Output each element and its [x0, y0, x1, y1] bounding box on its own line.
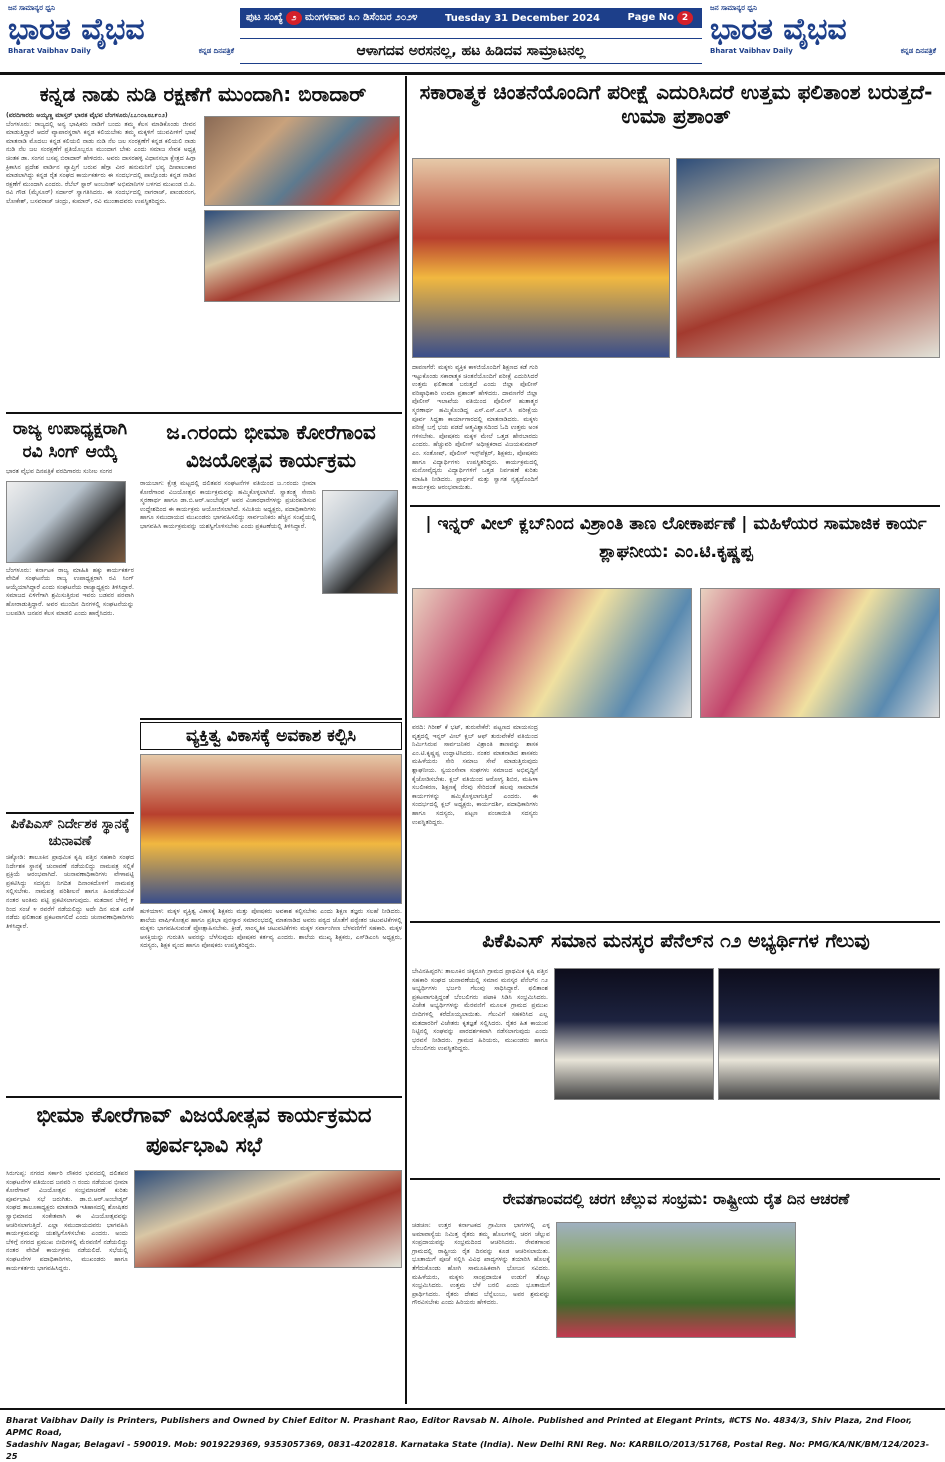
- article-1-byline: (ವರದಿಗಾರರು ಅಯ್ಯಣ್ಣ ಮಾಸ್ತರ್ ಭಾರತ ವೈಭವ ಬೆಂಗಳೂರು/೭೭೧೦೬೮೭೯೦೨): [6, 112, 168, 119]
- article-1-body: ಬೆಂಗಳೂರು: ರಾಜ್ಯದಲ್ಲಿ ಅನ್ಯ ಭಾಷಿಕರು ನಾಡಿಗೆ ಬಂದು ತಮ್ಮ ಕೆಲಸ ಮಾಡಿಕೊಂಡು ಜೀವನ ಮಾಡುತ್ತಿದ್ದಾರೆ ಆದರೆ ವ್ಯಾಪಾರಸ್ಥರಾಗಿ ಕನ್ನಡ ಕಲಿಯಬೇಕು ತಮ್ಮ ಮಕ್ಕಳಿಗೆ ಯುವಪೀಳಿಗೆ ಭಾಷೆ ಮಾತನಾಡಿ ಮೊದಲು ಕನ್ನಡ ಕಲಿಯಲಿ ನಾಡು ನುಡಿ ನೆಲ ಜಲ ಸಂರಕ್ಷಣೆಗೆ ಕನ್ನಡ ಕಲಿಯಲಿ ನಾಡು ನುಡಿ ನೆಲ ಜಲ ಸಂರಕ್ಷಣೆಗೆ ಪ್ರತಿಯೊಬ್ಬರೂ ಮುಂದಾಗ ಬೇಕು ಎಂದು ಸಮಾಜ ಸೇವಕ ಅಧ್ಯಕ್ಷ ಚಿಂತಕ ಡಾ. ಸಂಗನ ಬಸಪ್ಪ ಬಿರಾದಾರ್ ಹೇಳಿದರು. ಅವರು ದಾಸರಹಳ್ಳಿ ವಿಧಾನಸಭಾ ಕ್ಷೇತ್ರದ ಹಿಗ್ಗಾ ಕ್ರಿಕಾಸಿನ ಪ್ರದೇಶ ವಾರ್ಡಿನ ವ್ಯಾಪ್ತಿಗೆ ಬರುವ ಹೆಗ್ಗಾ ವೀರ ಹನುಮನಿಗೆ ಭವ್ಯ ದೀಪಾಲಂಕಾರ ಮಾಡಲಾಗಿದ್ದು ಕನ್ನಡ ರೈತ ಸಂಘದ ಕಾರ್ಯಕರ್ತರು ಈ ಸಂದರ್ಭದಲ್ಲಿ ಪಾಲ್ಗೊಂಡು ಕನ್ನಡ ನಾಡಿನ ರಕ್ಷಣೆಗೆ ಮುಂದಾಗಿ ಎಂದರು. ರೆಬೆಲ್ ಸ್ಟಾರ್ ಅಂಬರೀಶ್ ಅಭಿಮಾನಿಗಳ ಬಳಗದ ಮುಖಂಡ ಬಿ.ಪಿ. ರವಿ ಗೌಡ (ಮೈಸೂರ್) ಸರ್ದಾರ್ ಸ್ವಾಗತಿಸಿದರು. ಈ ಸಂದರ್ಭದಲ್ಲಿ ನಾಗರಾಜ್, ಪಾಂಡುರಂಗ, ಲೋಕೇಶ್, ಬಸವರಾಜ್ ಚಂದ್ರು, ಕುಮಾರ್, ರವಿ ಮುಂತಾದವರು ಉಪಸ್ಥಿತರಿದ್ದರು.: [6, 120, 196, 205]
- article-3-portrait: [6, 481, 126, 563]
- article-3-body: ಬೆಂಗಳೂರು: ಕರ್ನಾಟಕ ರಾಜ್ಯ ಮಾಹಿತಿ ಹಕ್ಕು ಕಾರ್ಯಕರ್ತರ ವೇದಿಕೆ ಸಂಘಟನೆಯ ರಾಜ್ಯ ಉಪಾಧ್ಯಕ್ಷರಾಗಿ ರವಿ ಸಿಂಗ್ ಆಯ್ಕೆಯಾಗಿದ್ದಾರೆ ಎಂದು ಸಂಘಟನೆಯ ರಾಜ್ಯಾಧ್ಯಕ್ಷರು ತಿಳಿಸಿದ್ದಾರೆ. ಸಮಾಜದ ಏಳಿಗೆಗಾಗಿ ಶ್ರಮಿಸುತ್ತಿರುವ ಇವರು ಬಡವರ ಪರವಾಗಿ ಹೋರಾಡುತ್ತಿದ್ದಾರೆ. ಅವರ ಮುಂದಿನ ದಿನಗಳಲ್ಲಿ ಸಂಘಟನೆಯನ್ನು ಬಲಪಡಿಸಿ ಜನಪರ ಕೆಲಸ ಮಾಡಲಿ ಎಂದು ಹಾರೈಸಿದರು.: [6, 566, 134, 617]
- article-6: [140, 722, 402, 1092]
- article-2-photo-left: [412, 158, 670, 358]
- article-1-headline: ಕನ್ನಡ ನಾಡು ನುಡಿ ರಕ್ಷಣೆಗೆ ಮುಂದಾಗಿ: ಬಿರಾದಾರ್: [39, 82, 367, 106]
- article-5-body: ರಾಯಬಾಗ: ಕ್ಷೇತ್ರ ಮಟ್ಟದಲ್ಲಿ ದಲಿತಪರ ಸಂಘಟನೆಗಳ ವತಿಯಿಂದ ಜ.೧ರಂದು ಭೀಮಾ ಕೋರೆಗಾಂವ ವಿಜಯೋತ್ಸವ ಕಾರ್ಯಕ್ರಮವನ್ನು ಹಮ್ಮಿಕೊಳ್ಳಲಾಗಿದೆ. ಸ್ವಾತಂತ್ರ್ಯ ಸೇನಾನಿ ಸ್ಮರಣಾರ್ಥ ಹಾಗೂ ಡಾ.ಬಿ.ಆರ್.ಅಂಬೇಡ್ಕರ್ ಅವರ ವಿಚಾರಧಾರೆಗಳನ್ನು ಪ್ರಚುರಪಡಿಸುವ ಉದ್ದೇಶದಿಂದ ಈ ಕಾರ್ಯಕ್ರಮ ಆಯೋಜಿಸಲಾಗಿದೆ. ಸಮಿತಿಯ ಅಧ್ಯಕ್ಷರು, ಪದಾಧಿಕಾರಿಗಳು ಹಾಗೂ ಸಮುದಾಯದ ಮುಖಂಡರು ಭಾಗವಹಿಸಲಿದ್ದು ಸಾರ್ವಜನಿಕರು ಹೆಚ್ಚಿನ ಸಂಖ್ಯೆಯಲ್ಲಿ ಭಾಗವಹಿಸಿ ಕಾರ್ಯಕ್ರಮವನ್ನು ಯಶಸ್ವಿಗೊಳಿಸಬೇಕು ಎಂದು ಪ್ರಕಟಣೆಯಲ್ಲಿ ತಿಳಿಸಿದ್ದಾರೆ.: [140, 480, 316, 530]
- date-en: Tuesday 31 December 2024: [445, 12, 601, 24]
- article-10: [412, 1182, 940, 1404]
- masthead-tagline: ಜನ ಸಾಮಾನ್ಯರ ಧ್ವನಿ: [8, 4, 56, 12]
- section-rule: [410, 1178, 940, 1180]
- page-label-kn: ಪುಟ ಸಂಖ್ಯೆ: [246, 12, 283, 23]
- article-1-photo-bottom: [204, 210, 400, 302]
- article-2: [412, 80, 940, 502]
- masthead-left: [8, 4, 234, 68]
- header-info-bar: [240, 8, 702, 28]
- section-rule: [410, 505, 940, 507]
- section-rule: [410, 921, 940, 923]
- section-rule: [6, 1096, 402, 1098]
- article-2-photo-right: [676, 158, 940, 358]
- article-6-body: ಹುಳಿಯಾಳ: ಮಕ್ಕಳ ವ್ಯಕ್ತಿತ್ವ ವಿಕಾಸಕ್ಕೆ ಶಿಕ್ಷಕರು ಮತ್ತು ಪೋಷಕರು ಅವಕಾಶ ಕಲ್ಪಿಸಬೇಕು ಎಂದು ಶಿಕ್ಷಣ ತಜ್ಞರು ಸಲಹೆ ನೀಡಿದರು. ಶಾಲೆಯ ವಾರ್ಷಿಕೋತ್ಸವ ಹಾಗೂ ಪ್ರತಿಭಾ ಪುರಸ್ಕಾರ ಸಮಾರಂಭದಲ್ಲಿ ಮಾತನಾಡಿದ ಅವರು ಪಠ್ಯದ ಜೊತೆಗೆ ಪಠ್ಯೇತರ ಚಟುವಟಿಕೆಗಳಲ್ಲಿ ಮಕ್ಕಳು ಭಾಗವಹಿಸುವಂತೆ ಪ್ರೋತ್ಸಾಹಿಸಬೇಕು. ಕ್ರೀಡೆ, ಸಾಂಸ್ಕೃತಿಕ ಚಟುವಟಿಕೆಗಳು ಮಕ್ಕಳ ಸರ್ವಾಂಗೀಣ ಬೆಳವಣಿಗೆಗೆ ಸಹಕಾರಿ. ಮಕ್ಕಳ ಆಸಕ್ತಿಯನ್ನು ಗುರುತಿಸಿ ಅವರನ್ನು ಬೆಳೆಸುವುದು ಪೋಷಕರ ಕರ್ತವ್ಯ ಎಂದರು. ಶಾಲೆಯ ಮುಖ್ಯ ಶಿಕ್ಷಕರು, ಎಸ್‌ಡಿಎಂಸಿ ಅಧ್ಯಕ್ಷರು, ಸದಸ್ಯರು, ಶಿಕ್ಷಕ ವೃಂದ ಹಾಗೂ ಪೋಷಕರು ಉಪಸ್ಥಿತರಿದ್ದರು.: [140, 908, 402, 950]
- article-7-headline: | ಇನ್ನರ್ ವೀಲ್ ಕ್ಲಬ್‌ನಿಂದ ವಿಶ್ರಾಂತಿ ತಾಣ ಲೋಕಾರ್ಪಣೆ | ಮಹಿಳೆಯರ ಸಾಮಾಜಿಕ ಕಾರ್ಯ ಶ್ಲಾಘನೀಯ: ಎಂ.ಟಿ.ಕೃಷ್ಣಪ್ಪ: [425, 514, 927, 562]
- masthead-subtitle-kn: ಕನ್ನಡ ದಿನಪತ್ರಿಕೆ: [198, 47, 234, 55]
- article-7: [412, 510, 940, 920]
- section-rule: [6, 412, 402, 414]
- article-3-headline: ರಾಜ್ಯ ಉಪಾಧ್ಯಕ್ಷರಾಗಿ ರವಿ ಸಿಂಗ್ ಆಯ್ಕೆ: [12, 419, 128, 462]
- article-10-photo: [556, 1222, 796, 1338]
- masthead-logo: ಭಾರತ ವೈಭವ: [710, 12, 847, 47]
- article-3: [6, 418, 134, 814]
- imprint-line-1: Bharat Vaibhav Daily is Printers, Publishers and Owned by Chief Editor N. Prashant Rao, Editor Ravsab N. Aihole. Published and Printed at Elegant Prints, #CTS No. 4834/3, Shiv Plaza, 2nd Floor, APMC Road,: [6, 1415, 912, 1437]
- article-9-body: ಸಿರುಗುಪ್ಪ: ನಗರದ ಸರ್ಕಾರಿ ನೌಕರರ ಭವನದಲ್ಲಿ ದಲಿತಪರ ಸಂಘಟನೆಗಳ ವತಿಯಿಂದ ಜನವರಿ ೧ ರಂದು ನಡೆಯುವ ಭೀಮಾ ಕೋರೆಗಾವ್ ವಿಜಯೋತ್ಸವ ಸಂಭ್ರಮಾಚರಣೆ ಕುರಿತು ಪೂರ್ವಭಾವಿ ಸಭೆ ಜರುಗಿತು. ಡಾ.ಬಿ.ಆರ್.ಅಂಬೇಡ್ಕರ್ ಸಂಘದ ತಾಲೂಕಾಧ್ಯಕ್ಷರು ಮಾತನಾಡಿ ಇತಿಹಾಸದಲ್ಲಿ ಶೋಷಿತರ ಸ್ವಾಭಿಮಾನದ ಸಂಕೇತವಾಗಿ ಈ ವಿಜಯೋತ್ಸವವನ್ನು ಆಚರಿಸಲಾಗುತ್ತಿದೆ. ಎಲ್ಲಾ ಸಮುದಾಯದವರು ಭಾಗವಹಿಸಿ ಕಾರ್ಯಕ್ರಮವನ್ನು ಯಶಸ್ವಿಗೊಳಿಸಬೇಕು ಎಂದರು. ಅಂದು ಬೆಳಿಗ್ಗೆ ನಗರದ ಪ್ರಮುಖ ಬೀದಿಗಳಲ್ಲಿ ಮೆರವಣಿಗೆ ನಡೆಯಲಿದ್ದು ನಂತರ ವೇದಿಕೆ ಕಾರ್ಯಕ್ರಮ ನಡೆಯಲಿದೆ. ಸಭೆಯಲ್ಲಿ ಸಂಘಟನೆಗಳ ಪದಾಧಿಕಾರಿಗಳು, ಮುಖಂಡರು ಹಾಗೂ ಕಾರ್ಯಕರ್ತರು ಭಾಗವಹಿಸಿದ್ದರು.: [6, 1170, 128, 1272]
- article-7-photo-right: [700, 588, 940, 718]
- masthead-subtitle: Bharat Vaibhav Daily: [710, 47, 793, 55]
- date-kn: ಮಂಗಳವಾರ ೩೧ ಡಿಸೆಂಬರ ೨೦೨೪: [304, 12, 418, 23]
- header-tagline: ಆಳಾಗದವ ಅರಸನಲ್ಲ, ಹಟ ಹಿಡಿದವ ಸಾಮ್ರಾಟನಲ್ಲ: [240, 38, 702, 64]
- masthead-right: [710, 4, 936, 68]
- masthead-subtitle: Bharat Vaibhav Daily: [8, 47, 91, 55]
- page-number-en: 2: [677, 11, 693, 25]
- article-8-body: ಬೇವಿನಹಿಪ್ಪರಗಿ: ತಾಲೂಕಿನ ಚಿಕ್ಕರೂಗಿ ಗ್ರಾಮದ ಪ್ರಾಥಮಿಕ ಕೃಷಿ ಪತ್ತಿನ ಸಹಕಾರಿ ಸಂಘದ ಚುನಾವಣೆಯಲ್ಲಿ ಸಮಾನ ಮನಸ್ಕರ ಪೆನೆಲ್‌ನ ೧೨ ಅಭ್ಯರ್ಥಿಗಳು ಭರ್ಜರಿ ಗೆಲುವು ಸಾಧಿಸಿದ್ದಾರೆ. ಫಲಿತಾಂಶ ಪ್ರಕಟವಾಗುತ್ತಿದ್ದಂತೆ ಬೆಂಬಲಿಗರು ಪಟಾಕಿ ಸಿಡಿಸಿ ಸಂಭ್ರಮಿಸಿದರು. ವಿಜೇತ ಅಭ್ಯರ್ಥಿಗಳನ್ನು ಮೆರವಣಿಗೆ ಮೂಲಕ ಗ್ರಾಮದ ಪ್ರಮುಖ ಬೀದಿಗಳಲ್ಲಿ ಕರೆದೊಯ್ಯಲಾಯಿತು. ಗೆಲುವಿಗೆ ಸಹಕರಿಸಿದ ಎಲ್ಲ ಮತದಾರರಿಗೆ ವಿಜೇತರು ಕೃತಜ್ಞತೆ ಸಲ್ಲಿಸಿದರು. ರೈತರ ಹಿತ ಕಾಯುವ ನಿಟ್ಟಿನಲ್ಲಿ ಸಂಘವನ್ನು ಪಾರದರ್ಶಕವಾಗಿ ನಡೆಸಲಾಗುವುದು ಎಂದು ಭರವಸೆ ನೀಡಿದರು. ಗ್ರಾಮದ ಹಿರಿಯರು, ಮುಖಂಡರು ಹಾಗೂ ಬೆಂಬಲಿಗರು ಉಪಸ್ಥಿತರಿದ್ದರು.: [412, 968, 548, 1053]
- article-4-body: ಚಿಕ್ಕೋಡಿ: ತಾಲೂಕಿನ ಪ್ರಾಥಮಿಕ ಕೃಷಿ ಪತ್ತಿನ ಸಹಕಾರಿ ಸಂಘದ ನಿರ್ದೇಶಕ ಸ್ಥಾನಕ್ಕೆ ಚುನಾವಣೆ ನಡೆಯಲಿದ್ದು ನಾಮಪತ್ರ ಸಲ್ಲಿಕೆ ಪ್ರಕ್ರಿಯೆ ಆರಂಭವಾಗಿದೆ. ಚುನಾವಣಾಧಿಕಾರಿಗಳು ವೇಳಾಪಟ್ಟಿ ಪ್ರಕಟಿಸಿದ್ದು ಸದಸ್ಯರು ನಿಗದಿತ ದಿನಾಂಕದೊಳಗೆ ನಾಮಪತ್ರ ಸಲ್ಲಿಸಬೇಕು. ನಾಮಪತ್ರ ಪರಿಶೀಲನೆ ಹಾಗೂ ಹಿಂಪಡೆಯುವಿಕೆ ನಂತರ ಅಂತಿಮ ಪಟ್ಟಿ ಪ್ರಕಟಿಸಲಾಗುವುದು. ಮತದಾನ ಬೆಳಿಗ್ಗೆ ೯ ರಿಂದ ಸಂಜೆ ೪ ರವರೆಗೆ ನಡೆಯಲಿದ್ದು ಅದೇ ದಿನ ಮತ ಎಣಿಕೆ ನಡೆದು ಫಲಿತಾಂಶ ಪ್ರಕಟವಾಗಲಿದೆ ಎಂದು ಚುನಾವಣಾಧಿಕಾರಿಗಳು ತಿಳಿಸಿದ್ದಾರೆ.: [6, 854, 134, 930]
- article-8: [412, 926, 940, 1178]
- article-7-photo-left: [412, 588, 692, 718]
- article-10-headline: ರೇವತಗಾಂವದಲ್ಲಿ ಚರಗ ಚೆಲ್ಲುವ ಸಂಭ್ರಮ: ರಾಷ್ಟ್ರೀಯ ರೈತ ದಿನ ಆಚರಣೆ: [502, 1190, 850, 1208]
- article-5-photo: [322, 490, 398, 594]
- section-rule: [140, 718, 402, 720]
- header-center: [240, 8, 702, 68]
- article-6-headline: ವ್ಯಕ್ತಿತ್ವ ವಿಕಾಸಕ್ಕೆ ಅವಕಾಶ ಕಲ್ಪಿಸಿ: [140, 722, 402, 750]
- article-8-headline: ಪಿಕೆಪಿಎಸ್ ಸಮಾನ ಮನಸ್ಕರ ಪೆನೆಲ್‌ನ ೧೨ ಅಭ್ಯರ್ಥಿಗಳ ಗೆಲುವು: [482, 930, 870, 952]
- article-1-photo-top: [204, 116, 400, 206]
- article-10-body: ಚಡಚಣ: ಉತ್ತರ ಕರ್ನಾಟಕದ ಗ್ರಾಮೀಣ ಭಾಗಗಳಲ್ಲಿ ಎಳ್ಳ ಅಮಾವಾಸ್ಯೆಯ ನಿಮಿತ್ತ ರೈತರು ತಮ್ಮ ಹೊಲಗಳಲ್ಲಿ ಚರಗ ಚೆಲ್ಲುವ ಸಂಪ್ರದಾಯವನ್ನು ಸಂಭ್ರಮದಿಂದ ಆಚರಿಸಿದರು. ರೇವತಗಾಂವ ಗ್ರಾಮದಲ್ಲಿ ರಾಷ್ಟ್ರೀಯ ರೈತ ದಿನವನ್ನು ಕೂಡ ಆಚರಿಸಲಾಯಿತು. ಭೂತಾಯಿಗೆ ಪೂಜೆ ಸಲ್ಲಿಸಿ ವಿವಿಧ ಖಾದ್ಯಗಳನ್ನು ತಯಾರಿಸಿ ಹೊಲಕ್ಕೆ ತೆಗೆದುಕೊಂಡು ಹೋಗಿ ಸಾಮೂಹಿಕವಾಗಿ ಭೋಜನ ಸವಿದರು. ಮಹಿಳೆಯರು, ಮಕ್ಕಳು ಸಾಂಪ್ರದಾಯಿಕ ಉಡುಗೆ ತೊಟ್ಟು ಸಂಭ್ರಮಿಸಿದರು. ಉತ್ತಮ ಬೆಳೆ ಬರಲಿ ಎಂದು ಭೂತಾಯಿಗೆ ಪ್ರಾರ್ಥಿಸಿದರು. ರೈತರು ದೇಶದ ಬೆನ್ನೆಲುಬು, ಅವರ ಶ್ರಮವನ್ನು ಗೌರವಿಸಬೇಕು ಎಂದು ಹಿರಿಯರು ಹೇಳಿದರು.: [412, 1222, 550, 1307]
- article-1: [6, 80, 400, 410]
- section-rule: [6, 812, 134, 814]
- column-divider: [405, 76, 407, 1404]
- masthead-rule: [0, 72, 945, 75]
- article-5: [140, 418, 402, 718]
- article-9-photo: [134, 1170, 402, 1268]
- article-8-photo-left: [554, 968, 714, 1100]
- masthead-logo: ಭಾರತ ವೈಭವ: [8, 12, 145, 47]
- page-label-en: Page No: [627, 12, 674, 23]
- article-8-photo-right: [718, 968, 940, 1100]
- article-9: [6, 1100, 402, 1404]
- article-2-headline: ಸಕಾರಾತ್ಮಕ ಚಿಂತನೆಯೊಂದಿಗೆ ಪರೀಕ್ಷೆ ಎದುರಿಸಿದರೆ ಉತ್ತಮ ಫಲಿತಾಂಶ ಬರುತ್ತದೆ-ಉಮಾ ಪ್ರಶಾಂತ್: [419, 80, 933, 128]
- article-7-body: ವರದಿ: ಗಿರೀಶ್ ಕೆ ಭಟ್, ತುರುವೇಕೆರೆ: ಪಟ್ಟಣದ ಮಾಯಸಂದ್ರ ವೃತ್ತದಲ್ಲಿ ಇನ್ನರ್ ವೀಲ್ ಕ್ಲಬ್ ಆಫ್ ತುರುವೇಕೆರೆ ವತಿಯಿಂದ ನಿರ್ಮಿಸಿರುವ ಸಾರ್ವಜನಿಕರ ವಿಶ್ರಾಂತಿ ತಾಣವನ್ನು ಶಾಸಕ ಎಂ.ಟಿ.ಕೃಷ್ಣಪ್ಪ ಉದ್ಘಾಟಿಸಿದರು. ನಂತರ ಮಾತನಾಡಿದ ಶಾಸಕರು ಮಹಿಳೆಯರು ಸೇರಿ ಸಮಾಜ ಸೇವೆ ಮಾಡುತ್ತಿರುವುದು ಶ್ಲಾಘನೀಯ. ಸ್ವಯಂಸೇವಾ ಸಂಘಗಳು ಸಮಾಜದ ಅಭಿವೃದ್ಧಿಗೆ ಕೈಜೋಡಿಸಬೇಕು. ಕ್ಲಬ್ ವತಿಯಿಂದ ಆರೋಗ್ಯ ಶಿಬಿರ, ಮಹಿಳಾ ಸಬಲೀಕರಣ, ಶಿಕ್ಷಣಕ್ಕೆ ನೆರವು ಸೇರಿದಂತೆ ಹಲವು ಸಾಮಾಜಿಕ ಕಾರ್ಯಗಳನ್ನು ಹಮ್ಮಿಕೊಳ್ಳಲಾಗುತ್ತಿದೆ ಎಂದರು. ಈ ಸಂದರ್ಭದಲ್ಲಿ ಕ್ಲಬ್ ಅಧ್ಯಕ್ಷರು, ಕಾರ್ಯದರ್ಶಿ, ಪದಾಧಿಕಾರಿಗಳು ಹಾಗೂ ಸದಸ್ಯರು, ಪಟ್ಟಣ ಪಂಚಾಯಿತಿ ಸದಸ್ಯರು ಉಪಸ್ಥಿತರಿದ್ದರು.: [412, 724, 538, 826]
- masthead-tagline: ಜನ ಸಾಮಾನ್ಯರ ಧ್ವನಿ: [710, 4, 758, 12]
- article-6-photo: [140, 754, 402, 904]
- article-9-headline: ಭೀಮಾ ಕೋರೆಗಾವ್ ವಿಜಯೋತ್ಸವ ಕಾರ್ಯಕ್ರಮದ ಪೂರ್ವಭಾವಿ ಸಭೆ: [36, 1103, 372, 1157]
- article-4: [6, 816, 134, 1096]
- imprint-footer: [6, 1414, 940, 1461]
- article-4-headline: ಪಿಕೆಪಿಎಸ್ ನಿರ್ದೇಶಕ ಸ್ಥಾನಕ್ಕೆ ಚುನಾವಣೆ: [10, 817, 130, 849]
- article-5-headline: ಜ.೧ರಂದು ಭೀಮಾ ಕೋರೆಗಾಂವ ವಿಜಯೋತ್ಸವ ಕಾರ್ಯಕ್ರಮ: [166, 420, 376, 472]
- imprint-line-2: Sadashiv Nagar, Belagavi - 590019. Mob: 9019229369, 9353057369, 0831-4202818. Karnataka State (India). New Delhi RNI Reg. No: KARBILO/2013/51768, Postal Reg. No: PMG/KA/NK/BM/124/2023-25: [6, 1439, 930, 1461]
- page-number-kn: ೨: [286, 11, 302, 25]
- article-3-byline: ಭಾರತ ವೈಭವ ದಿನಪತ್ರಿಕೆ ವರದಿಗಾರರು ಸುನೀಲ ಸಂಗರ: [6, 468, 113, 475]
- masthead-subtitle-kn: ಕನ್ನಡ ದಿನಪತ್ರಿಕೆ: [900, 47, 936, 55]
- article-2-body: ದಾವಣಗೆರೆ: ಮಕ್ಕಳು ವ್ಯಕ್ತಿಕ ಕಾಳಜಿಯೊಂದಿಗೆ ಶಿಕ್ಷಣದ ಕಡೆ ಗುರಿ ಇಟ್ಟುಕೊಂಡು ಸಕಾರಾತ್ಮಕ ಚಿಂತನೆಯೊಂದಿಗೆ ಪರೀಕ್ಷೆ ಎದುರಿಸಿದರೆ ಉತ್ತಮ ಫಲಿತಾಂಶ ಬರುತ್ತದೆ ಎಂದು ಜಿಲ್ಲಾ ಪೊಲೀಸ್ ವರಿಷ್ಠಾಧಿಕಾರಿ ಉಮಾ ಪ್ರಶಾಂತ್ ಹೇಳಿದರು. ದಾವಣಗೆರೆ ಜಿಲ್ಲಾ ಪೊಲೀಸ್ ಇಲಾಖೆಯ ವತಿಯಿಂದ ಪೊಲೀಸ್ ಹುತಾತ್ಮರ ಸ್ಮರಣಾರ್ಥ ಹಮ್ಮಿಕೊಂಡಿದ್ದ ಎಸ್.ಎಸ್.ಎಲ್.ಸಿ ಪರೀಕ್ಷೆಯ ಪೂರ್ವ ಸಿದ್ಧತಾ ಕಾರ್ಯಾಗಾರದಲ್ಲಿ ಮಾತನಾಡಿದರು. ಮಕ್ಕಳು ಪರೀಕ್ಷೆ ಬಗ್ಗೆ ಭಯ ಪಡದೆ ಆತ್ಮವಿಶ್ವಾಸದಿಂದ ಓದಿ ಉತ್ತಮ ಅಂಕ ಗಳಿಸಬೇಕು. ಪೋಷಕರು ಮಕ್ಕಳ ಮೇಲೆ ಒತ್ತಡ ಹೇರಬಾರದು ಎಂದರು. ಹೆಚ್ಚುವರಿ ಪೊಲೀಸ್ ಅಧೀಕ್ಷಕರಾದ ವಿಜಯಕುಮಾರ್ ಎಂ. ಸಂತೋಷ್, ಪೊಲೀಸ್ ಇನ್ಸ್‌ಪೆಕ್ಟರ್, ಶಿಕ್ಷಕರು, ಪೋಷಕರು ಹಾಗೂ ವಿದ್ಯಾರ್ಥಿಗಳು ಉಪಸ್ಥಿತರಿದ್ದರು. ಕಾರ್ಯಕ್ರಮದಲ್ಲಿ ಮನೋವೈದ್ಯರು ವಿದ್ಯಾರ್ಥಿಗಳಿಗೆ ಒತ್ತಡ ನಿರ್ವಹಣೆ ಕುರಿತು ಮಾಹಿತಿ ನೀಡಿದರು. ಪ್ರಾರ್ಥನೆ ಮತ್ತು ಸ್ವಾಗತ ನೃತ್ಯದೊಂದಿಗೆ ಕಾರ್ಯಕ್ರಮ ಆರಂಭವಾಯಿತು.: [412, 364, 538, 492]
- footer-rule: [0, 1408, 945, 1410]
